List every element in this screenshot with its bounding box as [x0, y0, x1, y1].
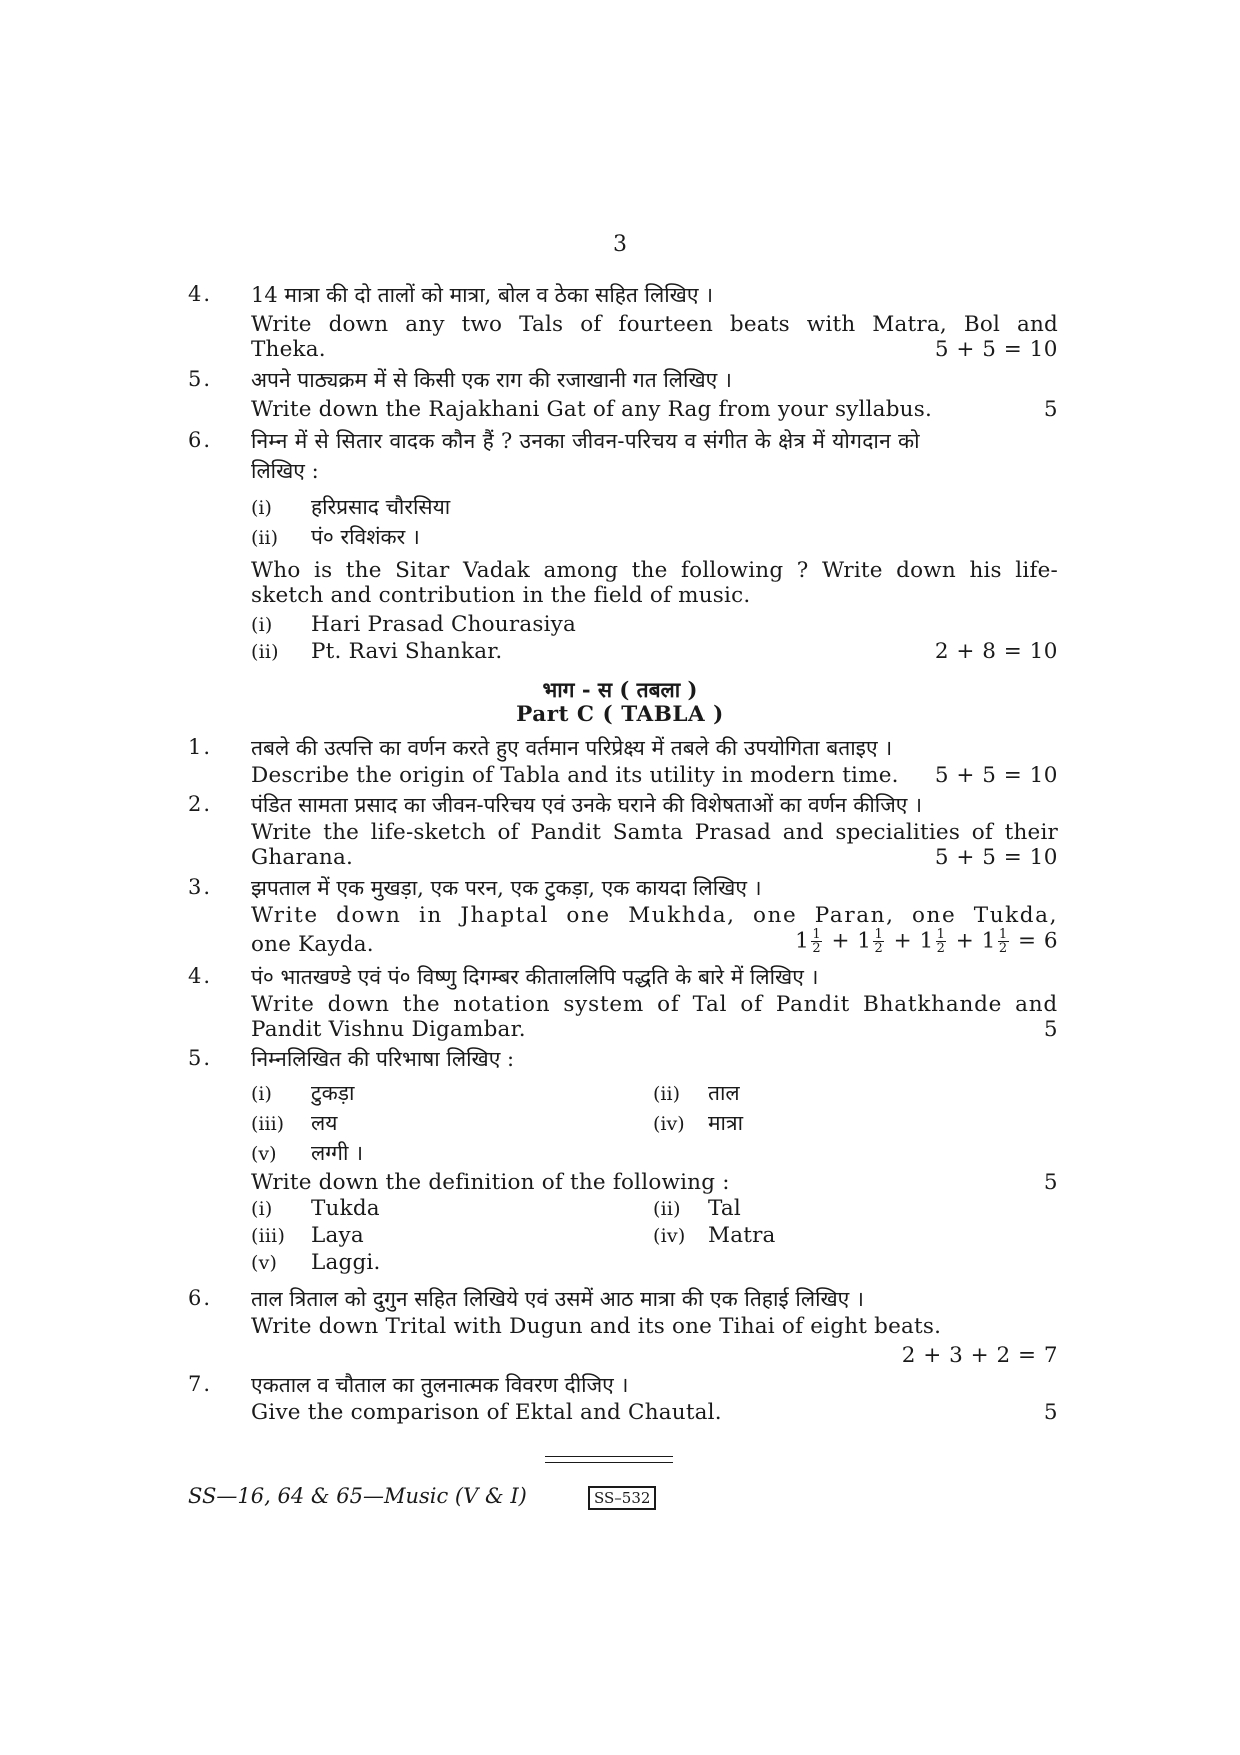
- question-number: 5.: [188, 367, 213, 391]
- option-hindi-row: (iii) लय (iv) मात्रा: [251, 1111, 744, 1135]
- marks: 2 + 8 = 10: [934, 639, 1058, 664]
- question-number: 2.: [188, 792, 213, 816]
- option-english-row: (i) Tukda (ii) Tal: [251, 1196, 741, 1221]
- section-title-english: Part C ( TABLA ): [516, 702, 724, 727]
- question-text-english: Write down Trital with Dugun and its one Tihai of eight beats.: [251, 1314, 942, 1339]
- question-text-english-cont: sketch and contribution in the field of music.: [251, 583, 751, 608]
- question-number: 3.: [188, 875, 213, 899]
- footer-paper-code: SS–532: [588, 1486, 656, 1510]
- end-rule: [545, 1462, 673, 1463]
- question-text-english-cont: Gharana.: [251, 845, 354, 870]
- question-number: 1.: [188, 735, 213, 759]
- question-text-hindi: अपने पाठ्यक्रम में से किसी एक राग की रजाखानी गत लिखिए ।: [251, 368, 732, 392]
- page-number: 3: [613, 232, 627, 257]
- question-text-english: Write the life-sketch of Pandit Samta Prasad and specialities of their: [251, 820, 1058, 845]
- marks: 5 + 5 = 10: [934, 763, 1058, 788]
- question-number: 5.: [188, 1046, 213, 1070]
- question-text-hindi: 14 मात्रा की दो तालों को मात्रा, बोल व ठेका सहित लिखिए ।: [251, 283, 714, 307]
- option-hindi-row: (i) टुकड़ा (ii) ताल: [251, 1081, 740, 1105]
- question-text-english: Write down the Rajakhani Gat of any Rag from your syllabus.: [251, 397, 932, 422]
- question-text-hindi-cont: लिखिए :: [251, 459, 319, 483]
- marks: 5 + 5 = 10: [934, 845, 1058, 870]
- question-text-hindi: निम्नलिखित की परिभाषा लिखिए :: [251, 1047, 515, 1071]
- footer-subject-code: SS—16, 64 & 65—Music (V & I): [188, 1484, 527, 1508]
- option-english-row: (iii) Laya (iv) Matra: [251, 1223, 776, 1248]
- marks-fractional: 1 $\frac{1}{2}$ + 1 $\frac{1}{2}$ + 1 $\frac{1}{2}$ + 1 $\frac{1}{2}$ = 6: [795, 927, 1058, 956]
- marks: 2 + 3 + 2 = 7: [901, 1343, 1058, 1368]
- question-text-english: Give the comparison of Ektal and Chautal.: [251, 1400, 722, 1425]
- question-number: 4.: [188, 964, 213, 988]
- marks: 5: [1043, 1170, 1058, 1195]
- question-number: 7.: [188, 1372, 213, 1396]
- marks: 5: [1043, 397, 1058, 422]
- question-number: 6.: [188, 1286, 213, 1310]
- option-english-row: (v) Laggi.: [251, 1250, 381, 1275]
- question-number: 4.: [188, 282, 213, 306]
- option-hindi-row: (v) लग्गी ।: [251, 1141, 364, 1165]
- question-text-english: Write down in Jhaptal one Mukhda, one Paran, one Tukda,: [251, 903, 1058, 928]
- question-text-english: Write down the notation system of Tal of Pandit Bhatkhande and: [251, 992, 1058, 1017]
- marks: 5: [1043, 1400, 1058, 1425]
- marks: 5 + 5 = 10: [934, 337, 1058, 362]
- question-text-hindi: निम्न में से सितार वादक कौन हैं ? उनका जीवन-परिचय व संगीत के क्षेत्र में योगदान को: [251, 429, 920, 453]
- question-text-english-cont: Pandit Vishnu Digambar.: [251, 1017, 526, 1042]
- question-number: 6.: [188, 428, 213, 452]
- question-text-english: Write down any two Tals of fourteen beats with Matra, Bol and: [251, 312, 1058, 337]
- section-title-hindi: भाग - स ( तबला ): [542, 677, 698, 702]
- question-text-english: Who is the Sitar Vadak among the following ? Write down his life-: [251, 558, 1058, 583]
- question-text-hindi: पं० भातखण्डे एवं पं० विष्णु दिगम्बर कीताललिपि पद्धति के बारे में लिखिए ।: [251, 965, 819, 989]
- question-text-hindi: ताल त्रिताल को दुगुन सहित लिखिये एवं उसमें आठ मात्रा की एक तिहाई लिखिए ।: [251, 1287, 864, 1311]
- option-hindi: (i) हरिप्रसाद चौरसिया: [251, 495, 451, 519]
- question-text-hindi: एकताल व चौताल का तुलनात्मक विवरण दीजिए ।: [251, 1373, 629, 1397]
- end-rule: [545, 1456, 673, 1457]
- question-text-english: Describe the origin of Tabla and its utility in modern time.: [251, 763, 899, 788]
- option-english: (i) Hari Prasad Chourasiya: [251, 612, 577, 637]
- question-text-english-cont: Theka.: [251, 337, 326, 362]
- marks: 5: [1043, 1017, 1058, 1042]
- option-english: (ii) Pt. Ravi Shankar. 2 + 8 = 10: [251, 639, 1058, 664]
- question-text-english-cont: one Kayda.: [251, 932, 374, 957]
- question-text-hindi: झपताल में एक मुखड़ा, एक परन, एक टुकड़ा, एक कायदा लिखिए ।: [251, 876, 762, 900]
- question-text-english: Write down the definition of the following :: [251, 1170, 730, 1195]
- question-text-hindi: पंडित सामता प्रसाद का जीवन-परिचय एवं उनके घराने की विशेषताओं का वर्णन कीजिए ।: [251, 793, 923, 817]
- question-text-hindi: तबले की उत्पत्ति का वर्णन करते हुए वर्तमान परिप्रेक्ष्य में तबले की उपयोगिता बताइए ।: [251, 736, 893, 760]
- option-hindi: (ii) पं० रविशंकर ।: [251, 525, 420, 549]
